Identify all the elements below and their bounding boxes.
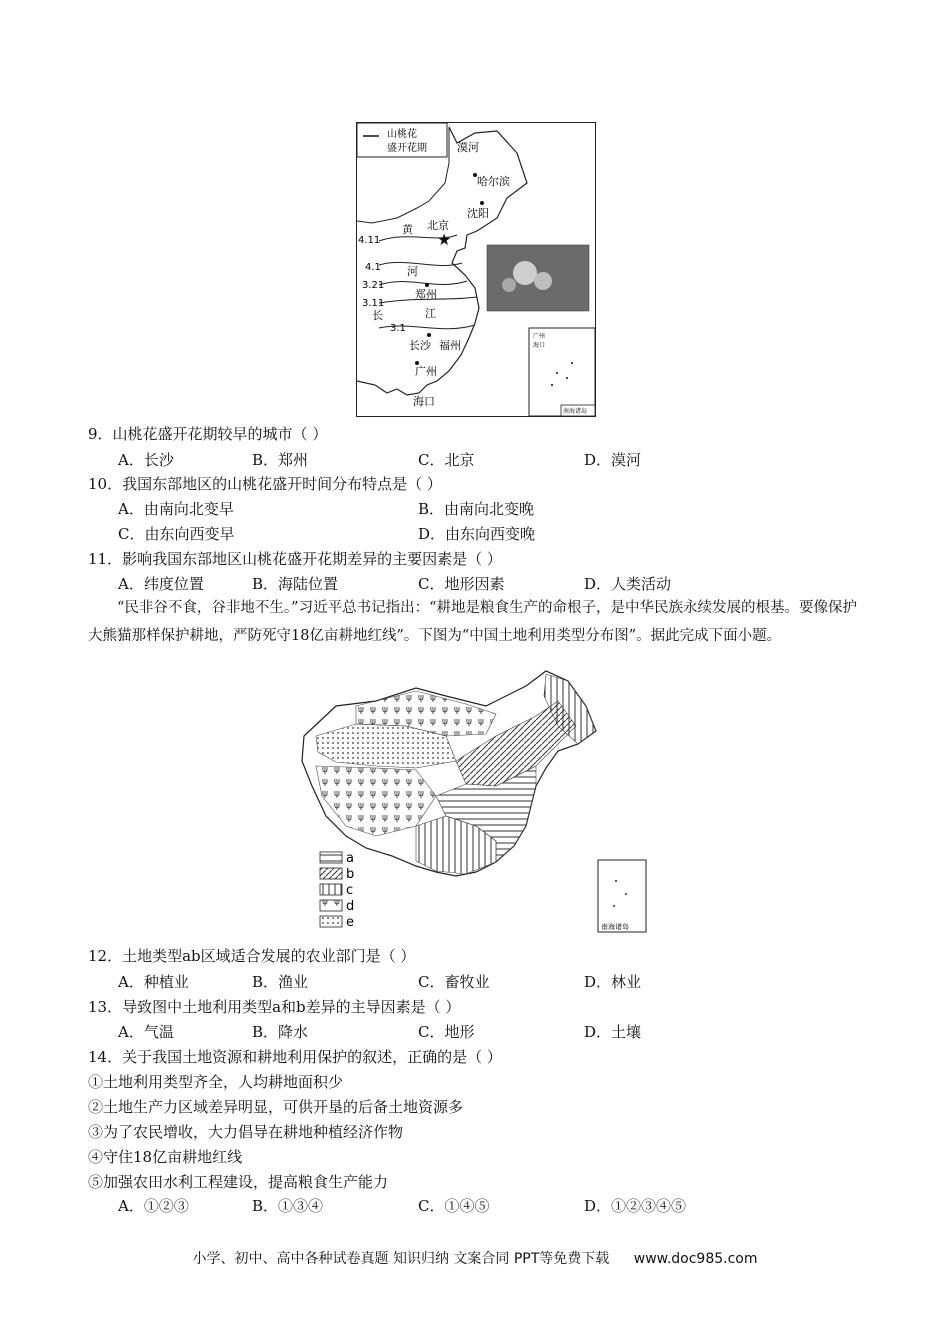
city-label: 哈尔滨	[477, 175, 510, 188]
river-label: 黄	[402, 223, 413, 236]
q14-option-b[interactable]: B．①③④	[252, 1197, 324, 1215]
river-label: 江	[425, 307, 436, 320]
flower-blossom-icon	[513, 261, 537, 285]
q12-option-c[interactable]: C．畜牧业	[418, 973, 490, 991]
q9-option-a[interactable]: A．长沙	[118, 451, 174, 469]
land-use-map	[296, 666, 648, 938]
flower-blossom-icon	[502, 278, 516, 292]
q9-option-d[interactable]: D．漠河	[584, 451, 642, 469]
page-footer	[0, 1248, 950, 1268]
land-legend-label: b	[346, 867, 355, 882]
q12-option-d[interactable]: D．林业	[584, 973, 642, 991]
q14-option-d[interactable]: D．①②③④⑤	[584, 1197, 687, 1215]
isoline-label: 4.11	[358, 235, 381, 246]
question-9-stem: 9．山桃花盛开花期较早的城市（ ）	[88, 425, 328, 443]
river-label: 河	[407, 265, 418, 278]
land-legend-label: a	[346, 851, 354, 866]
legend-line2: 盛开花期	[387, 143, 427, 154]
q10-option-b[interactable]: B．由南向北变晚	[418, 500, 535, 518]
q13-option-b[interactable]: B．降水	[252, 1023, 309, 1041]
land-legend-label: c	[346, 883, 354, 898]
q13-option-a[interactable]: A．气温	[118, 1023, 174, 1041]
river-label: 长	[372, 309, 383, 322]
q10-option-a[interactable]: A．由南向北变早	[118, 500, 234, 518]
isoline-label: 4.1	[365, 262, 381, 273]
isoline-label: 3.21	[362, 280, 385, 291]
q13-option-c[interactable]: C．地形	[418, 1023, 475, 1041]
city-label: 福州	[439, 339, 461, 352]
city-label: 海口	[413, 395, 435, 408]
inset-label: 海口	[533, 342, 546, 349]
footer-link[interactable]: www.doc985.com	[633, 1251, 758, 1267]
capital-star-icon: ★	[437, 230, 452, 249]
q14-option-a[interactable]: A．①②③	[118, 1197, 189, 1215]
q11-option-d[interactable]: D．人类活动	[584, 575, 672, 593]
isoline-label: 3.1	[390, 323, 406, 334]
city-label: 郑州	[415, 288, 437, 301]
q13-option-d[interactable]: D．土壤	[584, 1023, 642, 1041]
city-label: 长沙	[409, 339, 431, 352]
land-legend-label: e	[346, 915, 354, 930]
q10-option-c[interactable]: C．由东向西变早	[118, 525, 235, 543]
passage-text: “民非谷不食，谷非地不生。”习近平总书记指出：“耕地是粮食生产的命根子，是中华民族永续发展的根基。要像保护大熊猫那样保护耕地，严防死守18亿亩耕地红线”。下图为“中国土地利用类型分布图”。据此完成下面小题。	[88, 600, 857, 644]
inset-label: 南海诸岛	[601, 923, 629, 931]
q9-option-b[interactable]: B．郑州	[252, 451, 309, 469]
city-label: 广州	[415, 365, 437, 378]
question-12-stem: 12．土地类型ab区域适合发展的农业部门是（ ）	[88, 947, 416, 965]
flower-blossom-icon	[534, 272, 552, 290]
land-use-map-svg	[296, 666, 648, 938]
q11-option-b[interactable]: B．海陆位置	[252, 575, 339, 593]
city-label: 沈阳	[467, 207, 489, 220]
q12-option-b[interactable]: B．渔业	[252, 973, 309, 991]
q12-option-a[interactable]: A．种植业	[118, 973, 189, 991]
inset-label: 广州	[533, 333, 546, 340]
city-label: 漠河	[457, 141, 479, 154]
q14-option-c[interactable]: C．①④⑤	[418, 1197, 490, 1215]
q11-option-c[interactable]: C．地形因素	[418, 575, 505, 593]
q11-option-a[interactable]: A．纬度位置	[118, 575, 204, 593]
inset-label: 南海诸岛	[563, 408, 588, 415]
q14-statement: ①土地利用类型齐全，人均耕地面积少	[88, 1073, 344, 1091]
land-legend-label: d	[346, 899, 355, 914]
legend-line1: 山桃花	[387, 129, 417, 140]
question-11-stem: 11．影响我国东部地区山桃花盛开花期差异的主要因素是（ ）	[88, 550, 502, 568]
question-14-stem: 14．关于我国土地资源和耕地利用保护的叙述，正确的是（ ）	[88, 1048, 502, 1066]
city-label: 北京	[427, 219, 449, 232]
question-10-stem: 10．我国东部地区的山桃花盛开时间分布特点是（ ）	[88, 475, 442, 493]
blossom-map-svg	[357, 123, 595, 416]
reading-passage	[88, 594, 868, 650]
south-china-sea-inset	[598, 860, 646, 932]
q14-statement: ⑤加强农田水利工程建设，提高粮食生产能力	[88, 1173, 389, 1191]
q14-statement: ③为了农民增收，大力倡导在耕地种植经济作物	[88, 1123, 404, 1141]
q10-option-d[interactable]: D．由东向西变晚	[418, 525, 536, 543]
isoline-label: 3.11	[362, 298, 385, 309]
question-13-stem: 13．导致图中土地利用类型a和b差异的主导因素是（ ）	[88, 998, 461, 1016]
q9-option-c[interactable]: C．北京	[418, 451, 475, 469]
footer-text: 小学、初中、高中各种试卷真题 知识归纳 文案合同 PPT等免费下载	[192, 1251, 610, 1267]
q14-statement: ④守住18亿亩耕地红线	[88, 1148, 243, 1166]
q14-statement: ②土地生产力区域差异明显，可供开垦的后备土地资源多	[88, 1098, 464, 1116]
blossom-map	[356, 122, 596, 417]
